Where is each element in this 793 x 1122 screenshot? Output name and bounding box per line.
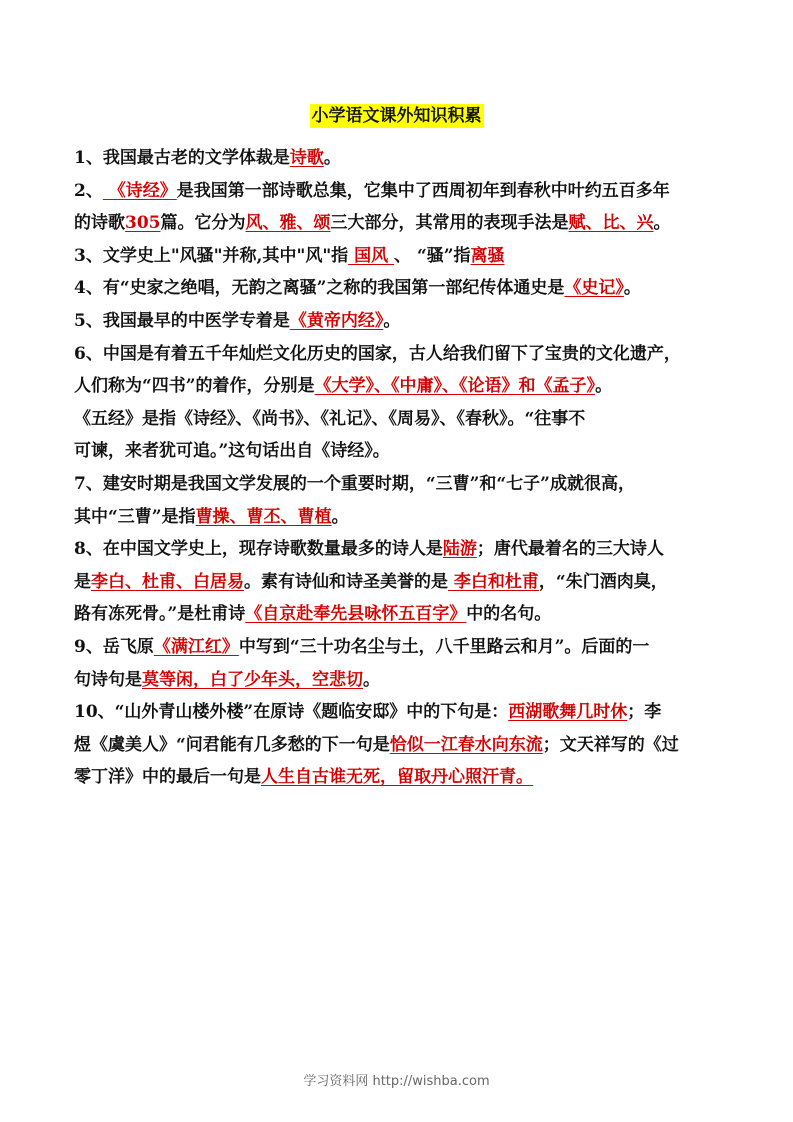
text-line — [74, 696, 726, 729]
answer-text: 国风 — [348, 245, 395, 266]
document-body — [74, 142, 726, 794]
answer-text: 《满江红》 — [153, 636, 239, 657]
text-line — [74, 729, 726, 762]
text-line — [74, 761, 726, 794]
body-text: 7、建安时期是我国文学发展的一个重要时期，“三曹”和“七子”成就很高， — [74, 473, 635, 494]
body-text: 。 — [653, 213, 671, 234]
body-text: ，“朱门酒肉臭， — [538, 571, 668, 592]
body-text: 。素有诗仙和诗圣美誉的是 — [244, 571, 448, 592]
text-line — [74, 240, 726, 273]
text-line — [74, 175, 726, 208]
body-text: 4、有“史家之绝唱，无韵之离骚”之称的我国第一部纪传体通史是 — [74, 278, 565, 299]
answer-text: 李白、杜甫、白居易 — [91, 571, 244, 592]
body-text: 。 — [623, 278, 641, 299]
answer-text: 赋、比、兴 — [568, 213, 654, 234]
body-text: 2、 — [74, 180, 103, 201]
answer-text: 西湖歌舞几时休 — [508, 702, 628, 723]
body-text: 中写到“三十功名尘与土，八千里路云和月”。后面的一 — [238, 636, 650, 657]
text-line — [74, 533, 726, 566]
text-line — [74, 664, 726, 697]
text-line — [74, 142, 726, 175]
body-text: 8、在中国文学史上，现存诗歌数量最多的诗人是 — [74, 539, 443, 560]
text-line — [74, 403, 726, 436]
answer-text: 《自京赴奉先县咏怀五百字》 — [245, 604, 467, 625]
footer-watermark: 学习资料网 http://wishba.com — [303, 1074, 490, 1089]
answer-text: 陆游 — [442, 539, 477, 560]
text-line — [74, 272, 726, 305]
text-line — [74, 207, 726, 240]
answer-text: 《黄帝内经》 — [289, 310, 384, 331]
body-text: ；李 — [627, 702, 662, 723]
body-text: 煜《虞美人》“问君能有几多愁的下一句是 — [74, 734, 390, 755]
body-text: 。 — [331, 506, 349, 527]
body-text: 是 — [74, 571, 91, 592]
text-line — [74, 501, 726, 534]
body-text: 零丁洋》中的最后一句是 — [74, 767, 261, 788]
body-text: 其中“三曹”是指 — [74, 506, 196, 527]
body-text: 5、我国最早的中医学专着是 — [74, 310, 290, 331]
text-line — [74, 370, 726, 403]
body-text: 路有冻死骨。”是杜甫诗 — [74, 604, 246, 625]
text-line — [74, 305, 726, 338]
answer-text: 恰似一江春水向东流 — [389, 734, 543, 755]
text-line — [74, 566, 726, 599]
text-line — [74, 598, 726, 631]
body-text: 10、“山外青山楼外楼”在原诗《题临安邸》中的下句是： — [74, 702, 509, 723]
text-line — [74, 631, 726, 664]
answer-text: 风、雅、颂 — [245, 213, 331, 234]
answer-text: 曹操、曹丕、曹植 — [195, 506, 332, 527]
body-text: 人们称为“四书”的着作，分别是 — [74, 376, 315, 397]
body-text: 9、岳飞原 — [74, 636, 154, 657]
body-text: 、 “骚”指 — [394, 245, 471, 266]
text-line — [74, 468, 726, 501]
body-text: 三大部分，其常用的表现手法是 — [330, 213, 569, 234]
body-text: 《五经》是指《诗经》、《尚书》、《礼记》、《周易》、《春秋》。“往事不 — [74, 408, 586, 429]
body-text: 句诗句是 — [74, 669, 142, 690]
title-wrap — [0, 104, 793, 128]
body-text: 的诗歌 — [74, 213, 125, 234]
body-text: ；唐代最着名的三大诗人 — [476, 539, 664, 560]
answer-text: 离骚 — [470, 245, 505, 266]
body-text: 1、我国最古老的文学体裁是 — [74, 148, 290, 168]
answer-text: 《史记》 — [564, 278, 624, 299]
answer-text: 《大学》、《中庸》、《论语》和《孟子》 — [314, 376, 596, 397]
text-line — [74, 435, 726, 468]
body-text: 。 — [595, 376, 613, 397]
body-text: 6、中国是有着五千年灿烂文化历史的国家，古人给我们留下了宝贵的文化遗产， — [74, 343, 681, 364]
body-text: 。 — [323, 148, 341, 168]
answer-text: 人生自古谁无死，留取丹心照汗青。 — [261, 767, 533, 788]
text-line — [74, 338, 726, 371]
body-text: 是我国第一部诗歌总集，它集中了西周初年到春秋中叶约五百多年 — [176, 180, 670, 201]
answer-text: 305 — [125, 213, 161, 234]
body-text: 可谏，来者犹可追。”这句话出自《诗经》。 — [74, 441, 390, 462]
body-text: 中的名句。 — [466, 604, 552, 625]
page-title: 小学语文课外知识积累 — [311, 106, 482, 126]
answer-text: 莫等闲，白了少年头，空悲切 — [142, 669, 363, 690]
answer-text: 李白和杜甫 — [448, 571, 539, 592]
answer-text: 《诗经》 — [102, 180, 177, 201]
body-text: 篇。它分为 — [160, 213, 246, 234]
body-text: 。 — [383, 310, 401, 331]
answer-text: 诗歌 — [289, 148, 324, 168]
body-text: 。 — [363, 669, 380, 690]
body-text: 3、文学史上"风骚"并称,其中"风"指 — [74, 245, 349, 266]
body-text: ；文天祥写的《过 — [542, 734, 679, 755]
